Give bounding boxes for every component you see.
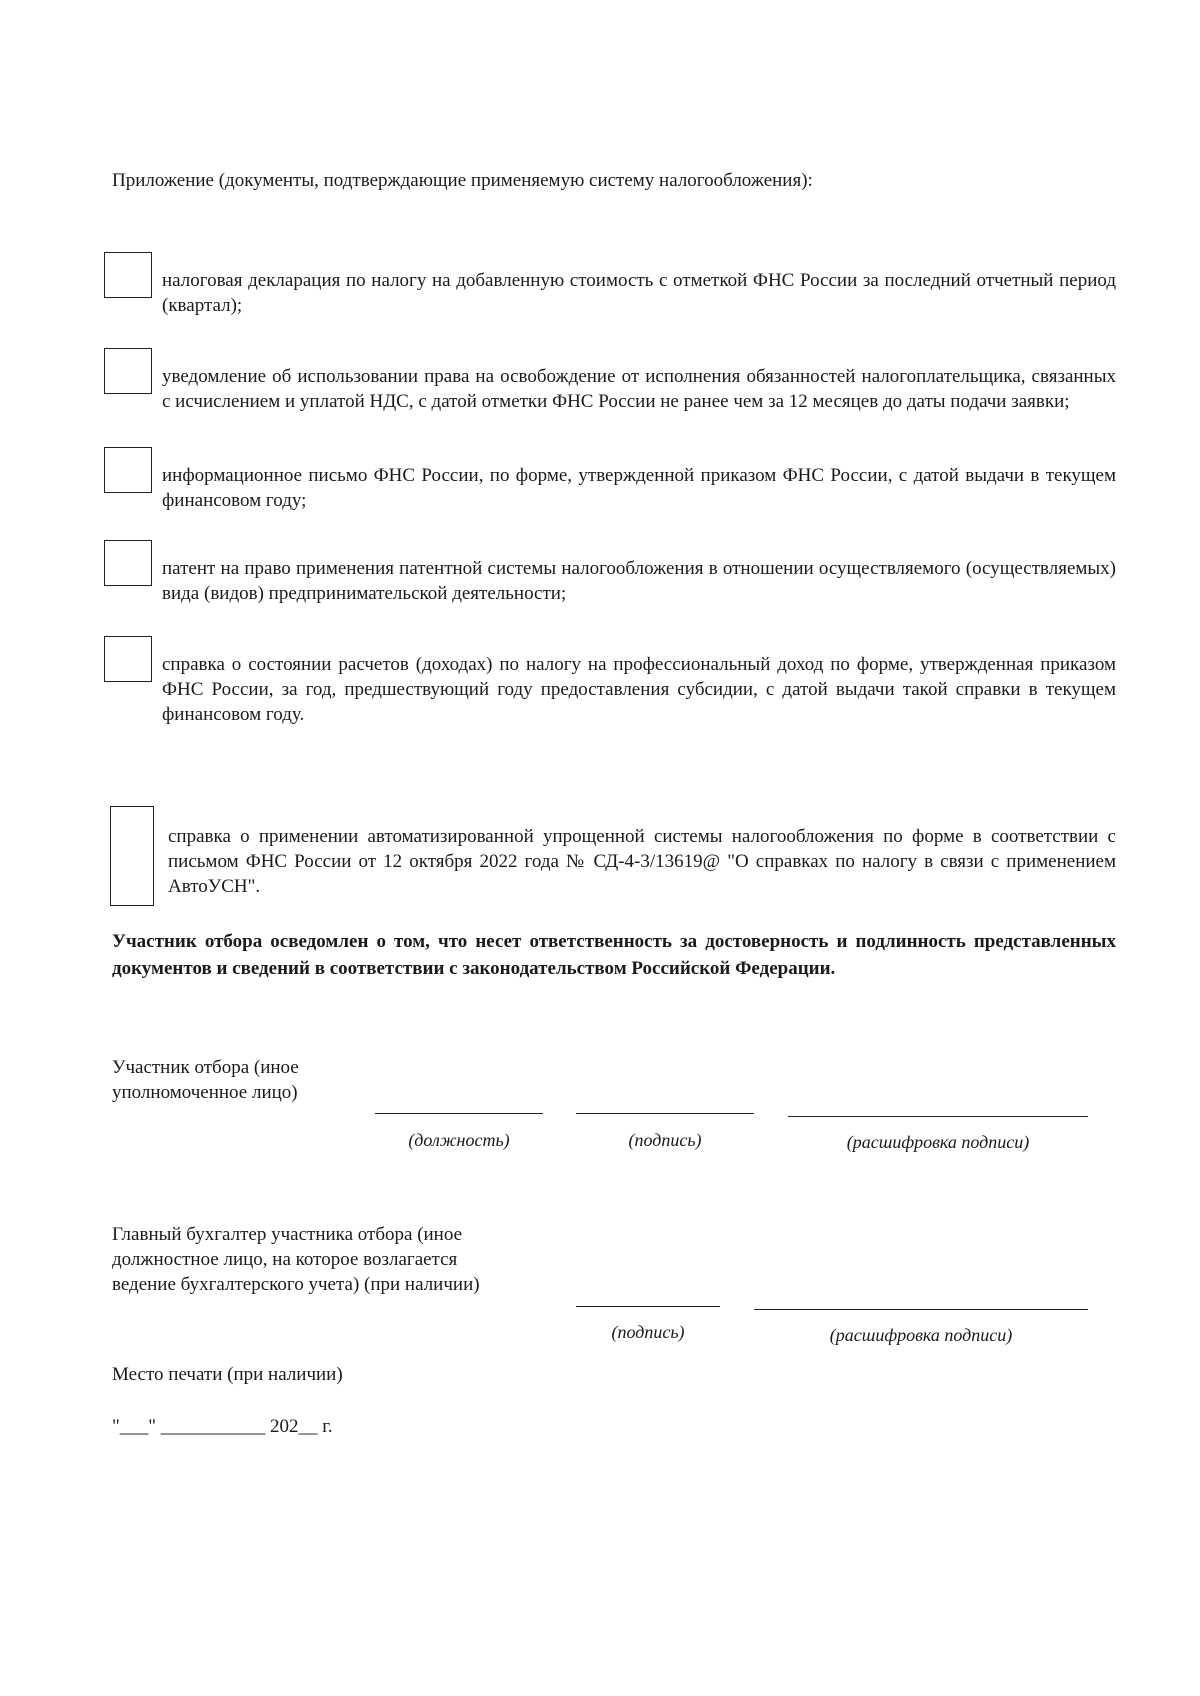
chief-accountant-label: Главный бухгалтер участника отбора (иное должностное лицо, на которое возлагается ведение бухгалтерского учета) (при наличии) bbox=[112, 1224, 480, 1295]
signature-decode-caption: (расшифровка подписи) bbox=[846, 1132, 1030, 1152]
checkbox-professional-income-certificate[interactable] bbox=[104, 636, 152, 682]
position-line[interactable] bbox=[375, 1113, 543, 1114]
attachment-item-text: налоговая декларация по налогу на добавленную стоимость с отметкой ФНС России за последний отчетный период (квартал); bbox=[162, 270, 1116, 316]
attachment-item-text: справка о состоянии расчетов (доходах) по налогу на профессиональный доход по форме, утвержденная приказом ФНС России, за год, предшествующий году предоставления субсидии, с датой выдачи такой справки в текущем финансовом году. bbox=[162, 654, 1116, 725]
accountant-signature-decode-line[interactable] bbox=[754, 1309, 1088, 1310]
signature-caption: (подпись) bbox=[628, 1130, 702, 1150]
accountant-signature-line[interactable] bbox=[576, 1306, 720, 1307]
signature-decode-line[interactable] bbox=[788, 1116, 1088, 1117]
attachment-item-text: справка о применении автоматизированной упрощенной системы налогообложения по форме в соответствии с письмом ФНС России от 12 октября 2022 года № СД-4-3/13619@ "О справках по налогу в связи с применением АвтоУСН". bbox=[168, 826, 1116, 897]
attachment-item-text: уведомление об использовании права на освобождение от исполнения обязанностей налогоплательщика, связанных с исчислением и уплатой НДС, с датой отметки ФНС России не ранее чем за 12 месяцев до даты подачи заявки; bbox=[162, 366, 1116, 412]
participant-label: Участник отбора (иное уполномоченное лицо) bbox=[112, 1057, 299, 1103]
responsibility-declaration: Участник отбора осведомлен о том, что несет ответственность за достоверность и подлинность представленных документов и сведений в соответствии с законодательством Российской Федерации. bbox=[112, 931, 1116, 979]
signature-line[interactable] bbox=[576, 1113, 754, 1114]
accountant-signature-decode-caption: (расшифровка подписи) bbox=[829, 1325, 1013, 1345]
date-line[interactable]: "___" ___________ 202__ г. bbox=[112, 1416, 333, 1437]
checkbox-vat-exemption-notice[interactable] bbox=[104, 348, 152, 394]
attachment-item-text: патент на право применения патентной системы налогообложения в отношении осуществляемого (осуществляемых) вида (видов) предпринимательской деятельности; bbox=[162, 558, 1116, 604]
checkbox-fns-info-letter[interactable] bbox=[104, 447, 152, 493]
checkbox-patent[interactable] bbox=[104, 540, 152, 586]
attachment-item-text: информационное письмо ФНС России, по форме, утвержденной приказом ФНС России, с датой выдачи в текущем финансовом году; bbox=[162, 465, 1116, 511]
accountant-signature-caption: (подпись) bbox=[611, 1322, 685, 1342]
checkbox-vat-declaration[interactable] bbox=[104, 252, 152, 298]
attachment-intro: Приложение (документы, подтверждающие применяемую систему налогообложения): bbox=[112, 170, 813, 191]
position-caption: (должность) bbox=[408, 1130, 510, 1150]
stamp-place-label: Место печати (при наличии) bbox=[112, 1364, 343, 1385]
checkbox-autousn-certificate[interactable] bbox=[110, 806, 154, 906]
